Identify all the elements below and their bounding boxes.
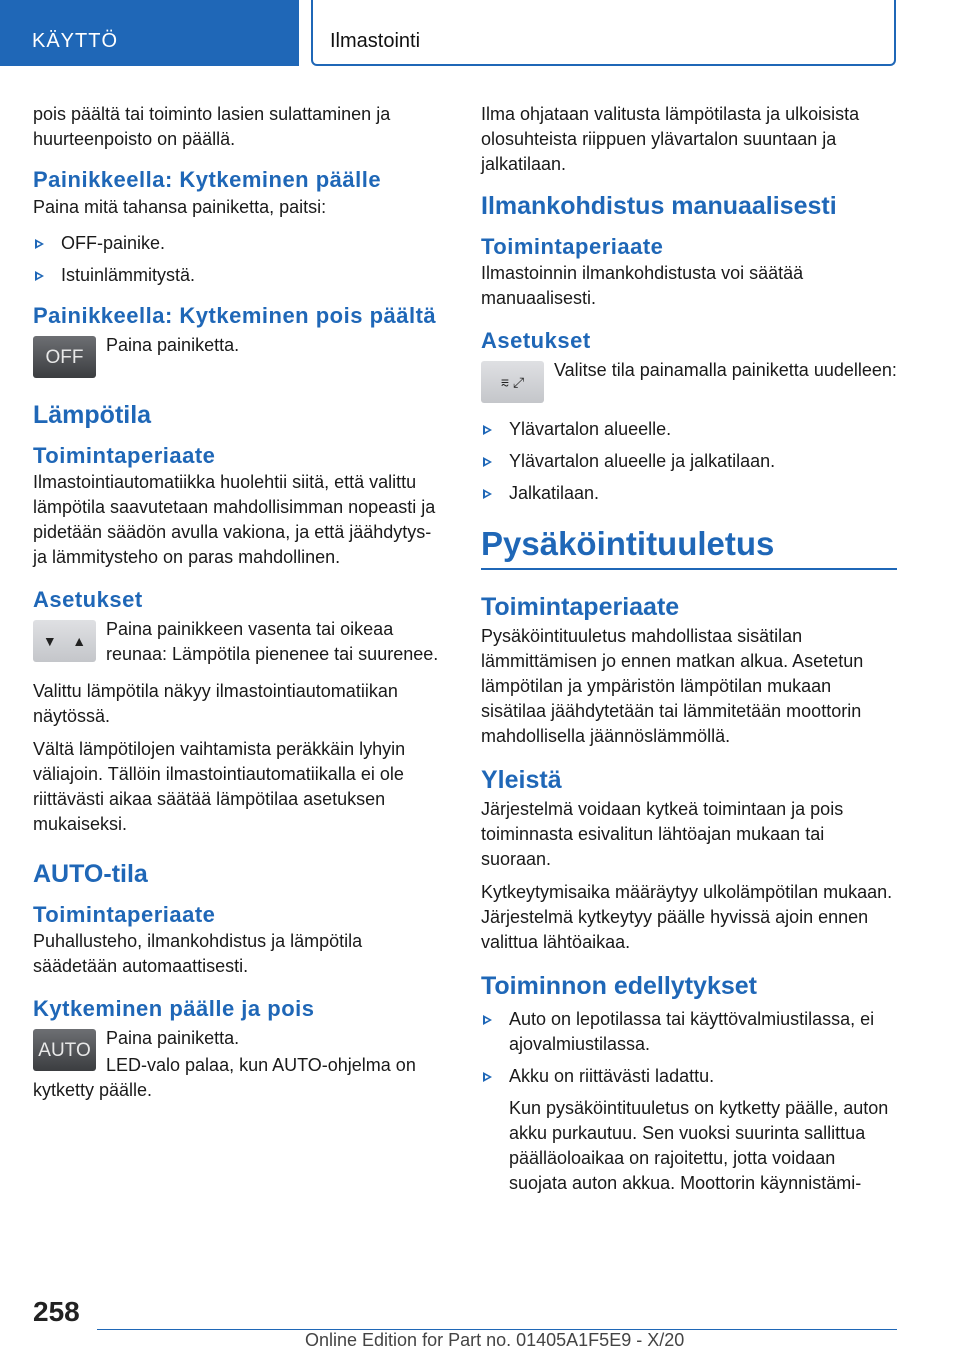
- heading-parking-ventilation: Pysäköintituuletus: [481, 525, 775, 562]
- temperature-principle-text: Ilmastointiautomatiikka huolehtii siitä, että valittu lämpötila saavutetaan mahdollisimman nopeasti ja pidetään säädön avulla vakiona, ja että jäähdytys- ja lämmitysteho on paras mahdollinen.: [33, 472, 436, 567]
- manual-list: [481, 417, 897, 506]
- heading-auto-onoff: Kytkeminen päälle ja pois: [33, 996, 315, 1021]
- bullet-triangle-icon: [483, 1015, 492, 1025]
- button-on-text: Paina mitä tahansa painiketta, paitsi:: [33, 197, 327, 217]
- auto-button-text: Paina painiketta.: [106, 1028, 240, 1048]
- bullet-triangle-icon: [483, 457, 492, 467]
- footer-edition: Online Edition for Part no. 01405A1F5E9 - X/20: [305, 1330, 685, 1350]
- heading-temperature-settings: Asetukset: [33, 587, 143, 612]
- heading-park-principle: Toimintaperiaate: [481, 593, 680, 621]
- intro-paragraph: pois päältä tai toiminto lasien sulattaminen ja huurteenpoisto on päällä.: [33, 104, 391, 149]
- page-number: 258: [33, 1296, 80, 1327]
- list-item: Akku on riittävästi ladattu.: [481, 1064, 897, 1089]
- heading-button-off: Painikkeella: Kytkeminen pois päältä: [33, 303, 437, 328]
- auto-led-text: LED-valo palaa, kun AUTO-ohjelma on kytketty päälle.: [33, 1055, 416, 1100]
- heading-auto-mode: AUTO-tila: [33, 860, 148, 888]
- temperature-display-text: Valittu lämpötila näkyy ilmastointiautomatiikan näytössä.: [33, 681, 398, 726]
- auto-button-icon: AUTO: [33, 1029, 96, 1071]
- temperature-rocker-icon: ▼ ▲: [33, 620, 96, 662]
- general-text-2: Kytkeytymisaika määräytyy ulkolämpötilan mukaan. Järjestelmä kytkeytyy päälle hyvissä ajoin ennen valittua lähtöaikaa.: [481, 882, 893, 952]
- button-on-list: [33, 231, 443, 288]
- heading-manual-direction: Ilmankohdistus manuaalisesti: [481, 192, 837, 220]
- section-tab: [0, 0, 299, 66]
- off-button-text: Paina painiketta.: [106, 335, 240, 355]
- section-title: KÄYTTÖ: [32, 30, 119, 52]
- manual-principle-text: Ilmastoinnin ilmankohdistusta voi säätää manuaalisesti.: [481, 263, 804, 308]
- list-item: Ylävartalon alueelle.: [481, 417, 897, 442]
- bullet-triangle-icon: [483, 1072, 492, 1082]
- bullet-triangle-icon: [35, 239, 44, 249]
- list-item: Auto on lepotilassa tai käyttövalmiustilassa, ei ajovalmiustilassa.: [481, 1007, 897, 1057]
- chapter-title: Ilmastointi: [330, 30, 421, 52]
- heading-manual-settings: Asetukset: [481, 328, 591, 353]
- heading-auto-principle: Toimintaperiaate: [33, 902, 216, 927]
- requirements-list: [481, 1007, 897, 1089]
- off-button-icon: OFF: [33, 336, 96, 378]
- list-item: Istuinlämmitystä.: [33, 263, 443, 288]
- general-text-1: Järjestelmä voidaan kytkeä toimintaan ja pois toiminnasta esivalitun lähtöajan mukaan tai suoraan.: [481, 799, 844, 869]
- temperature-button-text: Paina painikkeen vasenta tai oikeaa reunaa: Lämpötila pienenee tai suurenee.: [106, 619, 439, 664]
- bullet-triangle-icon: [483, 425, 492, 435]
- bullet-triangle-icon: [483, 489, 492, 499]
- right-intro-paragraph: Ilma ohjataan valitusta lämpötilasta ja ulkoisista olosuhteista riippuen ylävartalon suuntaan ja jalkatilaan.: [481, 104, 860, 174]
- heading-manual-principle: Toimintaperiaate: [481, 234, 664, 259]
- manual-button-text: Valitse tila painamalla painiketta uudelleen:: [554, 360, 897, 380]
- air-direction-icon: ⩳ ⤢: [481, 361, 544, 403]
- requirements-continuation: Kun pysäköintituuletus on kytketty päälle, auton akku purkautuu. Sen vuoksi suurinta sallittua päälläoloaikaa on rajoitettu, jotta voidaan suojata auton akkua. Moottorin käynnistämi-: [509, 1098, 889, 1193]
- heading-button-on: Painikkeella: Kytkeminen päälle: [33, 167, 382, 192]
- right-column: [481, 102, 897, 1204]
- heading-temperature-principle: Toimintaperiaate: [33, 443, 216, 468]
- left-column: [33, 102, 443, 1111]
- auto-principle-text: Puhallusteho, ilmankohdistus ja lämpötila säädetään automaattisesti.: [33, 931, 363, 976]
- list-item: Jalkatilaan.: [481, 481, 897, 506]
- chapter-tab: [311, 0, 896, 66]
- list-item: Ylävartalon alueelle ja jalkatilaan.: [481, 449, 897, 474]
- section-divider: [481, 568, 897, 570]
- bullet-triangle-icon: [35, 271, 44, 281]
- park-principle-text: Pysäköintituuletus mahdollistaa sisätilan lämmittämisen jo ennen matkan alkua. Asetetun lämpötilan ja ympäristön lämpötilan mukaan sisätilaa jäähdytetään tai lämmitetään moottorin mahdollisella jäännöslämmöllä.: [481, 626, 864, 746]
- heading-temperature: Lämpötila: [33, 401, 152, 429]
- temperature-avoid-text: Vältä lämpötilojen vaihtamista peräkkäin lyhyin väliajoin. Tällöin ilmastointiautomatiikalla ei ole riittävästi aikaa säätää lämpötilaa asetuksen mukaiseksi.: [33, 739, 406, 834]
- list-item: OFF-painike.: [33, 231, 443, 256]
- heading-general: Yleistä: [481, 766, 562, 794]
- heading-requirements: Toiminnon edellytykset: [481, 972, 757, 1000]
